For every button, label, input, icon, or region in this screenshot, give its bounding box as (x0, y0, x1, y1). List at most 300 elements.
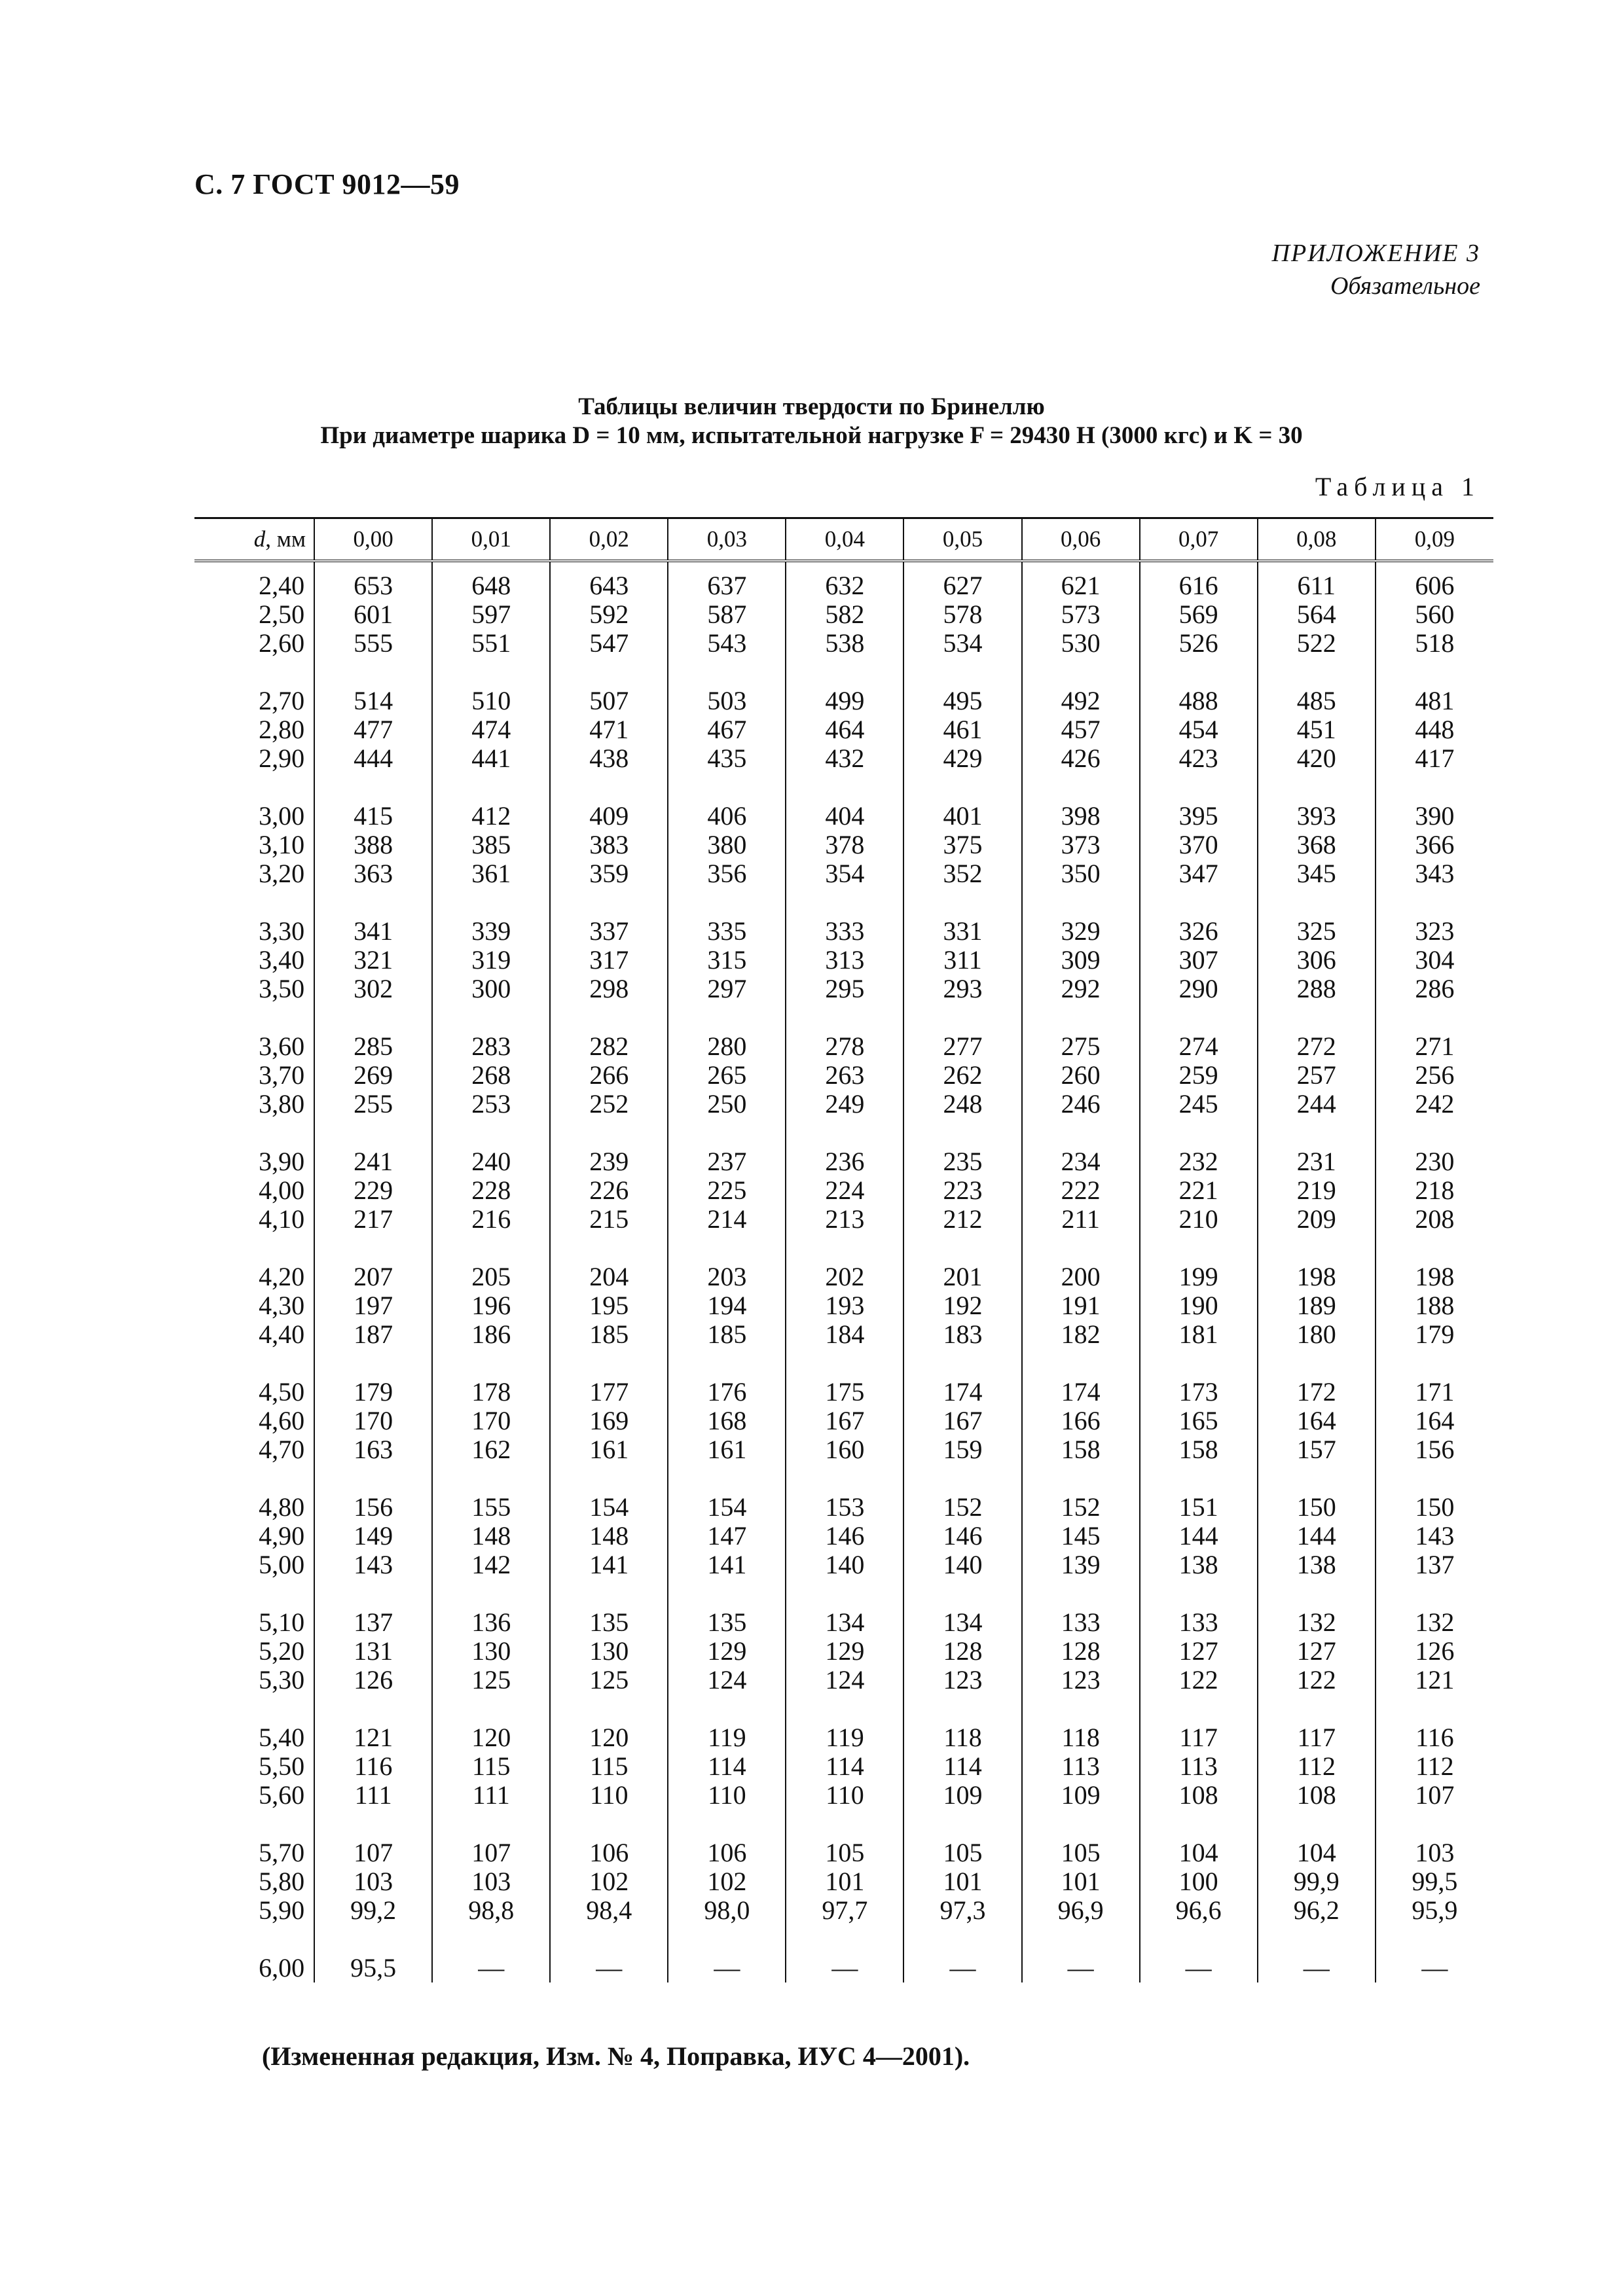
row-diameter-cell: 4,10 (259, 1204, 305, 1234)
hardness-value-cell: 534 (903, 629, 1021, 687)
hardness-value-cell: 159 (903, 1435, 1021, 1493)
hardness-value-cell: 522 (1258, 629, 1376, 687)
hardness-value-cell: 255 (314, 1090, 432, 1147)
table-row (194, 1378, 1493, 1407)
hardness-value-cell: 117 (1258, 1723, 1376, 1752)
hardness-value-cell: 137 (314, 1608, 432, 1637)
hardness-value-cell: 507 (550, 687, 668, 715)
hardness-value-cell: 530 (1022, 629, 1140, 687)
hardness-value-cell: 304 (1376, 946, 1493, 975)
hardness-value-cell: 339 (432, 917, 550, 946)
hardness-value-cell: 148 (550, 1522, 668, 1551)
table-row (194, 1176, 1493, 1205)
hardness-value-cell: 242 (1376, 1090, 1493, 1147)
hardness-value-cell: 131 (314, 1637, 432, 1666)
hardness-value-cell: 323 (1376, 917, 1493, 946)
hardness-value-cell: 162 (432, 1435, 550, 1493)
hardness-value-cell: 102 (668, 1867, 786, 1896)
hardness-value-cell: 143 (314, 1551, 432, 1608)
hardness-value-cell: 573 (1022, 600, 1140, 629)
hardness-value-cell: 177 (550, 1378, 668, 1407)
hardness-value-cell: 488 (1140, 687, 1258, 715)
hardness-value-cell: 176 (668, 1378, 786, 1407)
hardness-value-cell: 232 (1140, 1147, 1258, 1176)
hardness-value-cell: 221 (1140, 1176, 1258, 1205)
hardness-value-cell: 268 (432, 1061, 550, 1090)
hardness-value-cell: 518 (1376, 629, 1493, 687)
hardness-value-cell: 184 (786, 1320, 903, 1378)
hardness-value-cell: 109 (1022, 1781, 1140, 1839)
hardness-value-cell: 388 (314, 831, 432, 859)
hardness-value-cell: 108 (1258, 1781, 1376, 1839)
hardness-value-cell: 423 (1140, 744, 1258, 802)
hardness-value-cell: 141 (668, 1551, 786, 1608)
hardness-value-cell: 164 (1376, 1407, 1493, 1435)
column-header-diameter (194, 518, 314, 562)
hardness-value-cell: 415 (314, 802, 432, 831)
hardness-value-cell: 492 (1022, 687, 1140, 715)
row-diameter-cell: 2,40 (259, 571, 305, 600)
hardness-value-cell: — (786, 1954, 903, 1982)
hardness-value-cell: 343 (1376, 859, 1493, 917)
hardness-value-cell: 161 (550, 1435, 668, 1493)
hardness-value-cell: 293 (903, 975, 1021, 1032)
hardness-value-cell: 275 (1022, 1032, 1140, 1061)
table-row (194, 1954, 1493, 1982)
hardness-value-cell: 146 (786, 1522, 903, 1551)
column-header: 0,06 (1022, 518, 1140, 562)
hardness-value-cell: 290 (1140, 975, 1258, 1032)
hardness-value-cell: 420 (1258, 744, 1376, 802)
hardness-value-cell: 107 (314, 1839, 432, 1867)
hardness-value-cell: 133 (1022, 1608, 1140, 1637)
hardness-value-cell: 147 (668, 1522, 786, 1551)
hardness-value-cell: 538 (786, 629, 903, 687)
hardness-value-cell: 356 (668, 859, 786, 917)
hardness-value-cell: 283 (432, 1032, 550, 1061)
hardness-value-cell: 158 (1140, 1435, 1258, 1493)
hardness-value-cell: 105 (903, 1839, 1021, 1867)
hardness-value-cell: 120 (550, 1723, 668, 1752)
hardness-value-cell: 138 (1140, 1551, 1258, 1608)
hardness-value-cell: 127 (1140, 1637, 1258, 1666)
table-body (194, 561, 1493, 1982)
hardness-value-cell: 245 (1140, 1090, 1258, 1147)
row-diameter-cell: 3,00 (259, 801, 305, 831)
hardness-value-cell: 106 (550, 1839, 668, 1867)
hardness-value-cell: — (432, 1954, 550, 1982)
hardness-value-cell: 161 (668, 1435, 786, 1493)
hardness-value-cell: 119 (668, 1723, 786, 1752)
hardness-value-cell: 154 (550, 1493, 668, 1522)
hardness-value-cell: 101 (1022, 1867, 1140, 1896)
hardness-value-cell: 241 (314, 1147, 432, 1176)
table-row (194, 687, 1493, 715)
hardness-value-cell: 621 (1022, 561, 1140, 600)
hardness-value-cell: 99,5 (1376, 1867, 1493, 1896)
hardness-value-cell: 103 (1376, 1839, 1493, 1867)
hardness-value-cell: 118 (1022, 1723, 1140, 1752)
row-diameter-cell: 2,80 (259, 715, 305, 744)
hardness-value-cell: 637 (668, 561, 786, 600)
hardness-value-cell: 124 (786, 1666, 903, 1723)
hardness-value-cell: 236 (786, 1147, 903, 1176)
hardness-value-cell: 282 (550, 1032, 668, 1061)
table-row (194, 600, 1493, 629)
hardness-value-cell: 331 (903, 917, 1021, 946)
hardness-value-cell: 406 (668, 802, 786, 831)
table-row (194, 1291, 1493, 1320)
hardness-value-cell: 144 (1140, 1522, 1258, 1551)
hardness-value-cell: 385 (432, 831, 550, 859)
hardness-value-cell: 144 (1258, 1522, 1376, 1551)
hardness-value-cell: 98,4 (550, 1896, 668, 1954)
hardness-value-cell: 313 (786, 946, 903, 975)
hardness-value-cell: 409 (550, 802, 668, 831)
hardness-value-cell: 137 (1376, 1551, 1493, 1608)
hardness-value-cell: 107 (432, 1839, 550, 1867)
hardness-value-cell: 142 (432, 1551, 550, 1608)
table-row (194, 946, 1493, 975)
hardness-value-cell: 253 (432, 1090, 550, 1147)
hardness-value-cell: 199 (1140, 1263, 1258, 1291)
hardness-value-cell: 474 (432, 715, 550, 744)
column-header: 0,01 (432, 518, 550, 562)
hardness-value-cell: 154 (668, 1493, 786, 1522)
hardness-value-cell: 471 (550, 715, 668, 744)
row-diameter-cell: 4,20 (259, 1262, 305, 1291)
column-header: 0,05 (903, 518, 1021, 562)
hardness-value-cell: 204 (550, 1263, 668, 1291)
column-header: 0,07 (1140, 518, 1258, 562)
caption-line-1: Таблицы величин твердости по Бринеллю (578, 393, 1045, 420)
hardness-value-cell: 175 (786, 1378, 903, 1407)
hardness-value-cell: 378 (786, 831, 903, 859)
hardness-value-cell: 97,7 (786, 1896, 903, 1954)
table-row (194, 1320, 1493, 1378)
table-row (194, 1061, 1493, 1090)
row-diameter-cell: 2,70 (259, 686, 305, 715)
hardness-value-cell: 183 (903, 1320, 1021, 1378)
row-diameter-cell: 3,40 (259, 945, 305, 975)
hardness-value-cell: 122 (1140, 1666, 1258, 1723)
row-diameter-cell: 4,50 (259, 1377, 305, 1407)
table-row (194, 1781, 1493, 1839)
hardness-value-cell: 280 (668, 1032, 786, 1061)
appendix-title: ПРИЛОЖЕНИЕ 3 (1271, 240, 1480, 267)
hardness-value-cell: 326 (1140, 917, 1258, 946)
hardness-value-cell: 189 (1258, 1291, 1376, 1320)
hardness-value-cell: 375 (903, 831, 1021, 859)
row-diameter-cell: 5,80 (259, 1867, 305, 1896)
table-row (194, 1522, 1493, 1551)
hardness-value-cell: 217 (314, 1205, 432, 1263)
row-diameter-cell: 4,90 (259, 1521, 305, 1551)
table-row (194, 1493, 1493, 1522)
hardness-value-cell: 426 (1022, 744, 1140, 802)
hardness-value-cell: 114 (903, 1752, 1021, 1781)
hardness-value-cell: 266 (550, 1061, 668, 1090)
hardness-value-cell: 134 (786, 1608, 903, 1637)
hardness-value-cell: 366 (1376, 831, 1493, 859)
hardness-value-cell: 352 (903, 859, 1021, 917)
hardness-value-cell: 319 (432, 946, 550, 975)
table-caption (0, 393, 1623, 450)
hardness-value-cell: 102 (550, 1867, 668, 1896)
table-row (194, 561, 1493, 600)
hardness-value-cell: 249 (786, 1090, 903, 1147)
hardness-value-cell: 210 (1140, 1205, 1258, 1263)
hardness-value-cell: 467 (668, 715, 786, 744)
hardness-value-cell: 171 (1376, 1378, 1493, 1407)
table-row (194, 1666, 1493, 1723)
hardness-value-cell: 272 (1258, 1032, 1376, 1061)
brinell-hardness-table (194, 517, 1493, 1982)
table-row (194, 1752, 1493, 1781)
hardness-value-cell: 99,2 (314, 1896, 432, 1954)
hardness-value-cell: 361 (432, 859, 550, 917)
table-row (194, 917, 1493, 946)
row-diameter-cell: 3,80 (259, 1089, 305, 1119)
caption-line-2: При диаметре шарика D = 10 мм, испытательной нагрузке F = 29430 Н (3000 кгс) и K = 30 (320, 422, 1303, 449)
hardness-value-cell: 170 (314, 1407, 432, 1435)
hardness-value-cell: 226 (550, 1176, 668, 1205)
hardness-value-cell: 350 (1022, 859, 1140, 917)
table-row (194, 1551, 1493, 1608)
hardness-value-cell: 555 (314, 629, 432, 687)
hardness-value-cell: 551 (432, 629, 550, 687)
hardness-value-cell: 597 (432, 600, 550, 629)
hardness-value-cell: 215 (550, 1205, 668, 1263)
hardness-value-cell: 214 (668, 1205, 786, 1263)
table-row (194, 1896, 1493, 1954)
hardness-value-cell: 444 (314, 744, 432, 802)
hardness-value-cell: 145 (1022, 1522, 1140, 1551)
hardness-value-cell: 627 (903, 561, 1021, 600)
row-diameter-cell: 3,90 (259, 1147, 305, 1176)
hardness-value-cell: 197 (314, 1291, 432, 1320)
hardness-value-cell: 198 (1258, 1263, 1376, 1291)
hardness-value-cell: — (1140, 1954, 1258, 1982)
hardness-value-cell: 99,9 (1258, 1867, 1376, 1896)
hardness-value-cell: 611 (1258, 561, 1376, 600)
page-header: С. 7 ГОСТ 9012—59 (194, 168, 460, 200)
hardness-value-cell: 95,5 (314, 1954, 432, 1982)
hardness-value-cell: 198 (1376, 1263, 1493, 1291)
hardness-value-cell: 153 (786, 1493, 903, 1522)
hardness-value-cell: 123 (903, 1666, 1021, 1723)
hardness-value-cell: 307 (1140, 946, 1258, 975)
hardness-value-cell: 321 (314, 946, 432, 975)
hardness-value-cell: 239 (550, 1147, 668, 1176)
hardness-value-cell: 194 (668, 1291, 786, 1320)
hardness-value-cell: — (668, 1954, 786, 1982)
hardness-value-cell: 112 (1376, 1752, 1493, 1781)
hardness-value-cell: 179 (1376, 1320, 1493, 1378)
hardness-value-cell: 114 (786, 1752, 903, 1781)
row-diameter-cell: 3,70 (259, 1060, 305, 1090)
hardness-value-cell: 510 (432, 687, 550, 715)
hardness-value-cell: 116 (1376, 1723, 1493, 1752)
hardness-value-cell: 109 (903, 1781, 1021, 1839)
table-row (194, 975, 1493, 1032)
row-diameter-cell: 5,10 (259, 1607, 305, 1637)
hardness-value-cell: 152 (1022, 1493, 1140, 1522)
hardness-value-cell: 133 (1140, 1608, 1258, 1637)
hardness-value-cell: 96,6 (1140, 1896, 1258, 1954)
hardness-value-cell: 240 (432, 1147, 550, 1176)
hardness-value-cell: 560 (1376, 600, 1493, 629)
hardness-value-cell: 96,2 (1258, 1896, 1376, 1954)
hardness-value-cell: 150 (1258, 1493, 1376, 1522)
hardness-value-cell: 174 (1022, 1378, 1140, 1407)
hardness-value-cell: — (1258, 1954, 1376, 1982)
hardness-value-cell: 100 (1140, 1867, 1258, 1896)
hardness-value-cell: 432 (786, 744, 903, 802)
hardness-value-cell: 211 (1022, 1205, 1140, 1263)
hardness-value-cell: 121 (1376, 1666, 1493, 1723)
hardness-value-cell: 107 (1376, 1781, 1493, 1839)
hardness-value-cell: 124 (668, 1666, 786, 1723)
row-diameter-cell: 3,50 (259, 974, 305, 1003)
hardness-value-cell: 295 (786, 975, 903, 1032)
hardness-value-cell: 286 (1376, 975, 1493, 1032)
hardness-value-cell: 123 (1022, 1666, 1140, 1723)
hardness-value-cell: 143 (1376, 1522, 1493, 1551)
hardness-value-cell: 126 (1376, 1637, 1493, 1666)
hardness-value-cell: 363 (314, 859, 432, 917)
hardness-value-cell: 106 (668, 1839, 786, 1867)
hardness-value-cell: 128 (1022, 1637, 1140, 1666)
hardness-value-cell: 191 (1022, 1291, 1140, 1320)
column-header: 0,02 (550, 518, 668, 562)
hardness-value-cell: 178 (432, 1378, 550, 1407)
hardness-value-cell: 526 (1140, 629, 1258, 687)
row-diameter-cell: 4,60 (259, 1406, 305, 1435)
hardness-value-cell: 114 (668, 1752, 786, 1781)
hardness-value-cell: 111 (432, 1781, 550, 1839)
hardness-value-cell: 167 (786, 1407, 903, 1435)
hardness-value-cell: 181 (1140, 1320, 1258, 1378)
hardness-value-cell: 115 (550, 1752, 668, 1781)
hardness-value-cell: 188 (1376, 1291, 1493, 1320)
hardness-value-cell: 393 (1258, 802, 1376, 831)
hardness-value-cell: 244 (1258, 1090, 1376, 1147)
hardness-value-cell: 103 (432, 1867, 550, 1896)
hardness-value-cell: 235 (903, 1147, 1021, 1176)
hardness-value-cell: 404 (786, 802, 903, 831)
hardness-value-cell: 297 (668, 975, 786, 1032)
hardness-value-cell: 616 (1140, 561, 1258, 600)
hardness-value-cell: 119 (786, 1723, 903, 1752)
hardness-value-cell: 228 (432, 1176, 550, 1205)
row-diameter-cell: 5,50 (259, 1751, 305, 1781)
hardness-value-cell: 401 (903, 802, 1021, 831)
hardness-value-cell: 148 (432, 1522, 550, 1551)
row-diameter-cell: 4,40 (259, 1319, 305, 1349)
hardness-value-cell: 127 (1258, 1637, 1376, 1666)
hardness-value-cell: 187 (314, 1320, 432, 1378)
column-header: 0,00 (314, 518, 432, 562)
hardness-value-cell: 105 (786, 1839, 903, 1867)
hardness-value-cell: 115 (432, 1752, 550, 1781)
hardness-value-cell: 129 (786, 1637, 903, 1666)
hardness-value-cell: 110 (786, 1781, 903, 1839)
hardness-value-cell: 329 (1022, 917, 1140, 946)
hardness-value-cell: 140 (903, 1551, 1021, 1608)
hardness-value-cell: 278 (786, 1032, 903, 1061)
table-row (194, 859, 1493, 917)
table-row (194, 629, 1493, 687)
hardness-value-cell: 257 (1258, 1061, 1376, 1090)
hardness-value-cell: 136 (432, 1608, 550, 1637)
hardness-value-cell: 246 (1022, 1090, 1140, 1147)
hardness-value-cell: 485 (1258, 687, 1376, 715)
hardness-value-cell: 128 (903, 1637, 1021, 1666)
table-row (194, 1867, 1493, 1896)
hardness-value-cell: 172 (1258, 1378, 1376, 1407)
hardness-value-cell: 234 (1022, 1147, 1140, 1176)
hardness-value-cell: 606 (1376, 561, 1493, 600)
hardness-value-cell: 193 (786, 1291, 903, 1320)
hardness-value-cell: 256 (1376, 1061, 1493, 1090)
row-diameter-cell: 5,00 (259, 1550, 305, 1579)
hardness-value-cell: 380 (668, 831, 786, 859)
hardness-value-cell: 274 (1140, 1032, 1258, 1061)
hardness-value-cell: 110 (550, 1781, 668, 1839)
hardness-value-cell: 164 (1258, 1407, 1376, 1435)
hardness-value-cell: 464 (786, 715, 903, 744)
hardness-value-cell: 186 (432, 1320, 550, 1378)
hardness-value-cell: 203 (668, 1263, 786, 1291)
table-row (194, 1032, 1493, 1061)
hardness-value-cell: 643 (550, 561, 668, 600)
row-diameter-cell: 5,30 (259, 1665, 305, 1695)
hardness-value-cell: 260 (1022, 1061, 1140, 1090)
hardness-value-cell: 160 (786, 1435, 903, 1493)
hardness-value-cell: 180 (1258, 1320, 1376, 1378)
hardness-value-cell: 383 (550, 831, 668, 859)
hardness-value-cell: 105 (1022, 1839, 1140, 1867)
hardness-value-cell: 116 (314, 1752, 432, 1781)
hardness-value-cell: 185 (668, 1320, 786, 1378)
hardness-value-cell: 271 (1376, 1032, 1493, 1061)
hardness-value-cell: 373 (1022, 831, 1140, 859)
hardness-value-cell: 185 (550, 1320, 668, 1378)
hardness-value-cell: 207 (314, 1263, 432, 1291)
hardness-value-cell: 168 (668, 1407, 786, 1435)
hardness-value-cell: 130 (550, 1637, 668, 1666)
hardness-value-cell: 300 (432, 975, 550, 1032)
hardness-value-cell: 95,9 (1376, 1896, 1493, 1954)
hardness-value-cell: 219 (1258, 1176, 1376, 1205)
hardness-value-cell: 182 (1022, 1320, 1140, 1378)
hardness-value-cell: 370 (1140, 831, 1258, 859)
hardness-value-cell: 223 (903, 1176, 1021, 1205)
table-row (194, 1608, 1493, 1637)
hardness-value-cell: 192 (903, 1291, 1021, 1320)
hardness-value-cell: 104 (1140, 1839, 1258, 1867)
hardness-value-cell: 190 (1140, 1291, 1258, 1320)
table-row (194, 715, 1493, 744)
hardness-value-cell: 196 (432, 1291, 550, 1320)
diameter-variable: d (253, 526, 266, 552)
amendment-footnote: (Измененная редакция, Изм. № 4, Поправка, ИУС 4—2001). (262, 2041, 970, 2071)
hardness-value-cell: 222 (1022, 1176, 1140, 1205)
hardness-value-cell: 333 (786, 917, 903, 946)
hardness-value-cell: 435 (668, 744, 786, 802)
hardness-value-cell: 152 (903, 1493, 1021, 1522)
